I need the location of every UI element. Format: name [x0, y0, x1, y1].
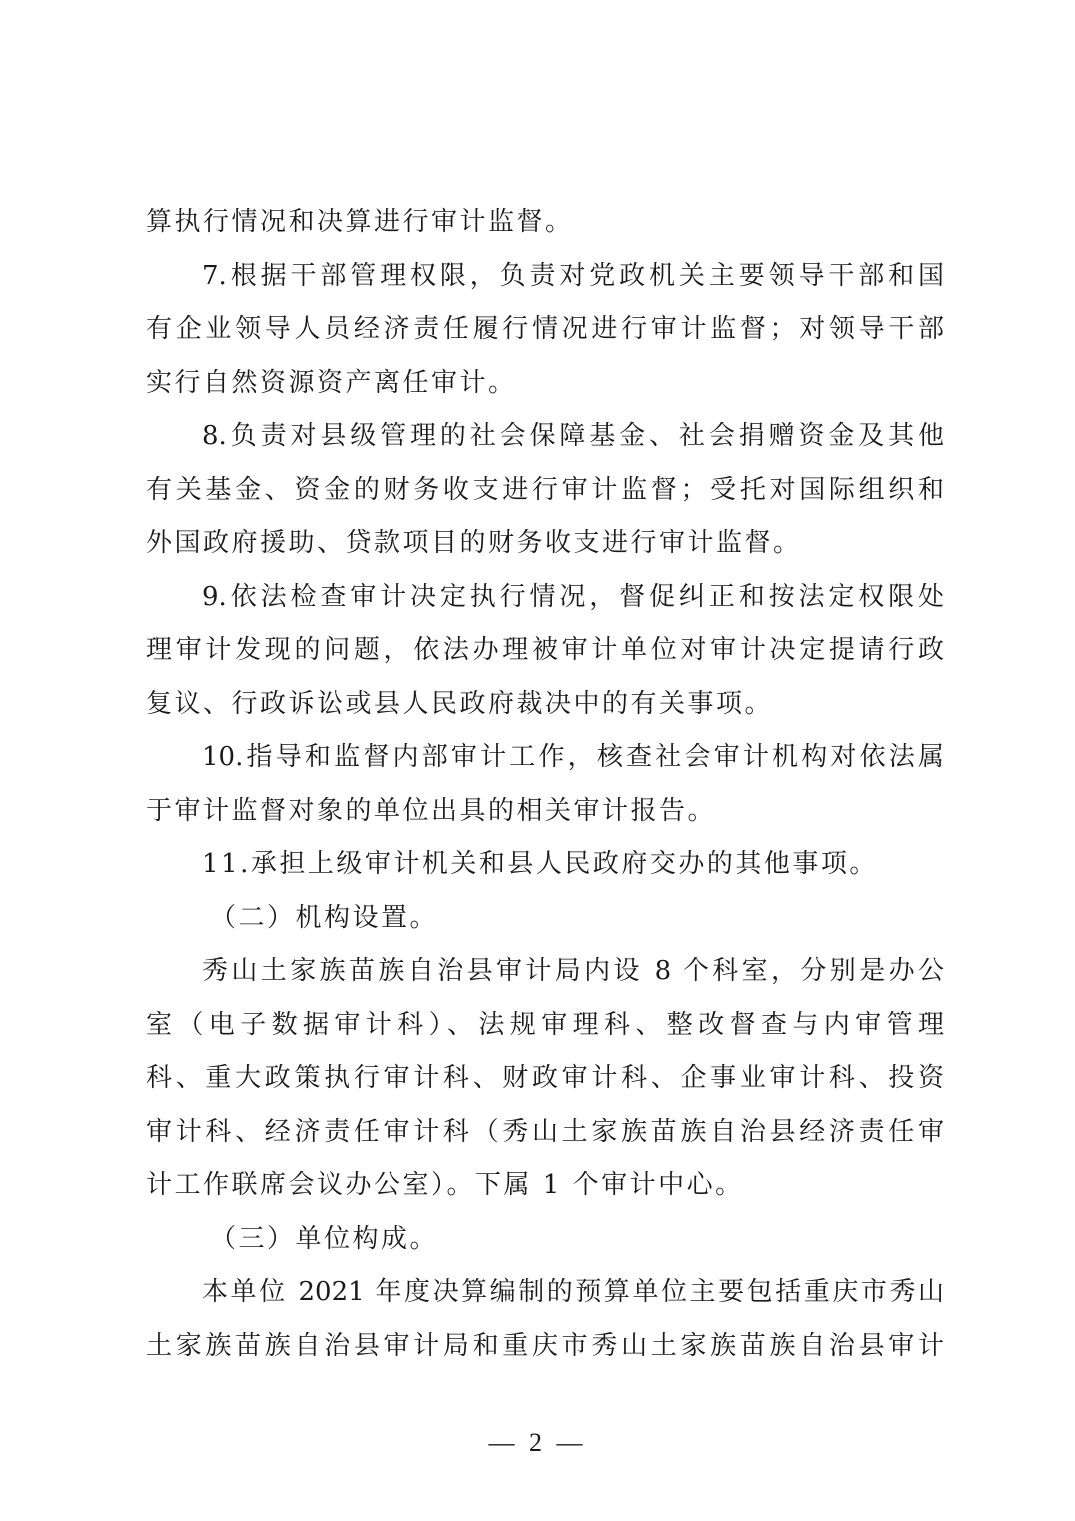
text-line: 本单位 2021 年度决算编制的预算单位主要包括重庆市秀山 — [202, 1277, 944, 1307]
text-line: 11.承担上级审计机关和县人民政府交办的其他事项。 — [202, 849, 878, 879]
text-line: 审计科、经济责任审计科（秀山土家族苗族自治县经济责任审 — [146, 1116, 944, 1147]
text-line: 理审计发现的问题，依法办理被审计单位对审计决定提请行政 — [146, 635, 944, 665]
section-heading: （三）单位构成。 — [210, 1223, 439, 1254]
text-line: 室（电子数据审计科）、法规审理科、整改督查与内审管理 — [146, 1009, 944, 1040]
text-line: 8.负责对县级管理的社会保障基金、社会捐赠资金及其他 — [202, 421, 944, 451]
section-heading: （二）机构设置。 — [210, 902, 439, 933]
text-line: 秀山土家族苗族自治县审计局内设 8 个科室，分别是办公 — [202, 956, 944, 986]
text-line: 10.指导和监督内部审计工作，核查社会审计机构对依法属 — [202, 742, 944, 772]
text-line: 有关基金、资金的财务收支进行审计监督；受托对国际组织和 — [146, 474, 944, 505]
text-line: 复议、行政诉讼或县人民政府裁决中的有关事项。 — [146, 688, 774, 719]
text-line: 算执行情况和决算进行审计监督。 — [146, 207, 574, 237]
body-text — [146, 196, 944, 1373]
text-line: 7.根据干部管理权限，负责对党政机关主要领导干部和国 — [202, 260, 944, 291]
text-line: 外国政府援助、贷款项目的财务收支进行审计监督。 — [146, 528, 802, 558]
text-line: 于审计监督对象的单位出具的相关审计报告。 — [146, 795, 717, 826]
text-line: 9.依法检查审计决定执行情况，督促纠正和按法定权限处 — [202, 581, 944, 612]
text-line: 有企业领导人员经济责任履行情况进行审计监督；对领导干部 — [146, 314, 944, 344]
page-number: — 2 — — [488, 1428, 587, 1457]
text-line: 计工作联席会议办公室）。下属 1 个审计中心。 — [146, 1170, 744, 1200]
text-line: 土家族苗族自治县审计局和重庆市秀山土家族苗族自治县审计 — [146, 1330, 944, 1361]
text-line: 科、重大政策执行审计科、财政审计科、企事业审计科、投资 — [146, 1063, 944, 1093]
text-line: 实行自然资源资产离任审计。 — [146, 367, 517, 398]
